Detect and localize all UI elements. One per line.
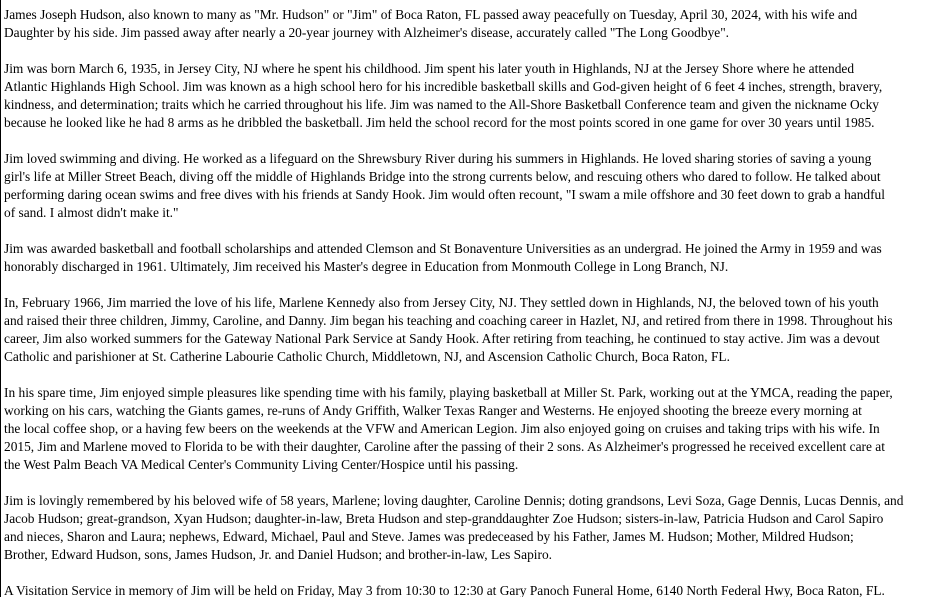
text-line: kindness, and determination; traits which he carried throughout his life. Jim was named to the All-Shore Basketball Conference team and given the nickname Ocky	[4, 97, 879, 112]
text-line: James Joseph Hudson, also known to many as "Mr. Hudson" or "Jim" of Boca Raton, FL passed away peacefully on Tuesday, April 30, 2024, with his wife and	[4, 7, 858, 22]
text-line: and nieces, Sharon and Laura; nephews, Edward, Michael, Paul and Steve. James was predeceased by his Father, James M. Hudson; Mother, Mildred Hudson;	[4, 529, 854, 544]
text-line: In his spare time, Jim enjoyed simple pleasures like spending time with his family, playing basketball at Miller St. Park, working out at the YMCA, reading the paper,	[4, 385, 893, 400]
text-line: Atlantic Highlands High School. Jim was known as a high school hero for his incredible basketball skills and God-given height of 6 feet 4 inches, strength, bravery,	[4, 79, 883, 94]
paragraph-marriage-career	[4, 294, 944, 366]
text-line: Daughter by his side. Jim passed away after nearly a 20-year journey with Alzheimer's disease, accurately called "The Long Goodbye".	[4, 25, 730, 40]
text-line: 2015, Jim and Marlene moved to Florida to be with their daughter, Caroline after the passing of their 2 sons. As Alzheimer's progressed he received excellent care at	[4, 439, 885, 454]
text-line: Jacob Hudson; great-grandson, Xyan Hudson; daughter-in-law, Breta Hudson and step-granddaughter Zoe Hudson; sisters-in-law, Patricia Hudson and Carol Sapiro	[4, 511, 884, 526]
text-line: Brother, Edward Hudson, sons, James Hudson, Jr. and Daniel Hudson; and brother-in-law, Les Sapiro.	[4, 547, 552, 562]
text-line: Jim is lovingly remembered by his beloved wife of 58 years, Marlene; loving daughter, Caroline Dennis; doting grandsons, Levi Soza, Gage Dennis, Lucas Dennis, and	[4, 493, 904, 508]
text-line: Jim was awarded basketball and football scholarships and attended Clemson and St Bonaventure Universities as an undergrad. He joined the Army in 1959 and was	[4, 241, 882, 256]
paragraph-early-life	[4, 60, 944, 132]
text-line: the West Palm Beach VA Medical Center's Community Living Center/Hospice until his passing.	[4, 457, 519, 472]
paragraph-visitation	[4, 582, 944, 597]
text-line: In, February 1966, Jim married the love of his life, Marlene Kennedy also from Jersey City, NJ. They settled down in Highlands, NJ, the beloved town of his youth	[4, 295, 879, 310]
paragraph-survivors	[4, 492, 944, 564]
text-line: girl's life at Miller Street Beach, diving off the middle of Highlands Bridge into the strong currents below, and rescuing others who dared to follow. He talked about	[4, 169, 881, 184]
text-line: Jim loved swimming and diving. He worked as a lifeguard on the Shrewsbury River during his summers in Highlands. He loved sharing stories of saving a young	[4, 151, 872, 166]
paragraph-death-announcement	[4, 6, 944, 42]
paragraph-education-army	[4, 240, 944, 276]
text-line: Jim was born March 6, 1935, in Jersey City, NJ where he spent his childhood. Jim spent his later youth in Highlands, NJ at the Jersey Shore where he attended	[4, 61, 855, 76]
text-line: honorably discharged in 1961. Ultimately, Jim received his Master's degree in Education from Monmouth College in Long Branch, NJ.	[4, 259, 729, 274]
text-line: and raised their three children, Jimmy, Caroline, and Danny. Jim began his teaching and coaching career in Hazlet, NJ, and retired from there in 1998. Throughout his	[4, 313, 893, 328]
text-line: working on his cars, watching the Giants games, re-runs of Andy Griffith, Walker Texas Ranger and Westerns. He enjoyed shooting the breeze every morning at	[4, 403, 862, 418]
text-line: because he looked like he had 8 arms as he dribbled the basketball. Jim held the school record for the most points scored in one game for over 30 years until 1985.	[4, 115, 875, 130]
paragraph-spare-time	[4, 384, 944, 474]
text-line: Catholic and parishioner at St. Catherine Labourie Catholic Church, Middletown, NJ, and Ascension Catholic Church, Boca Raton, FL.	[4, 349, 730, 364]
obituary-document	[4, 6, 944, 597]
text-line: of sand. I almost didn't make it."	[4, 205, 179, 220]
text-line: career, Jim also worked summers for the Gateway National Park Service at Sandy Hook. After retiring from teaching, he continued to stay active. Jim was a devout	[4, 331, 880, 346]
paragraph-swimming	[4, 150, 944, 222]
text-line: A Visitation Service in memory of Jim will be held on Friday, May 3 from 10:30 to 12:30 at Gary Panoch Funeral Home, 6140 North Federal Hwy, Boca Raton, FL.	[4, 583, 885, 597]
text-line: the local coffee shop, or a having few beers on the weekends at the VFW and American Legion. Jim also enjoyed going on cruises and taking trips with his wife. In	[4, 421, 880, 436]
text-line: performing daring ocean swims and free dives with his friends at Sandy Hook. Jim would often recount, "I swam a mile offshore and 30 feet down to grab a handful	[4, 187, 885, 202]
